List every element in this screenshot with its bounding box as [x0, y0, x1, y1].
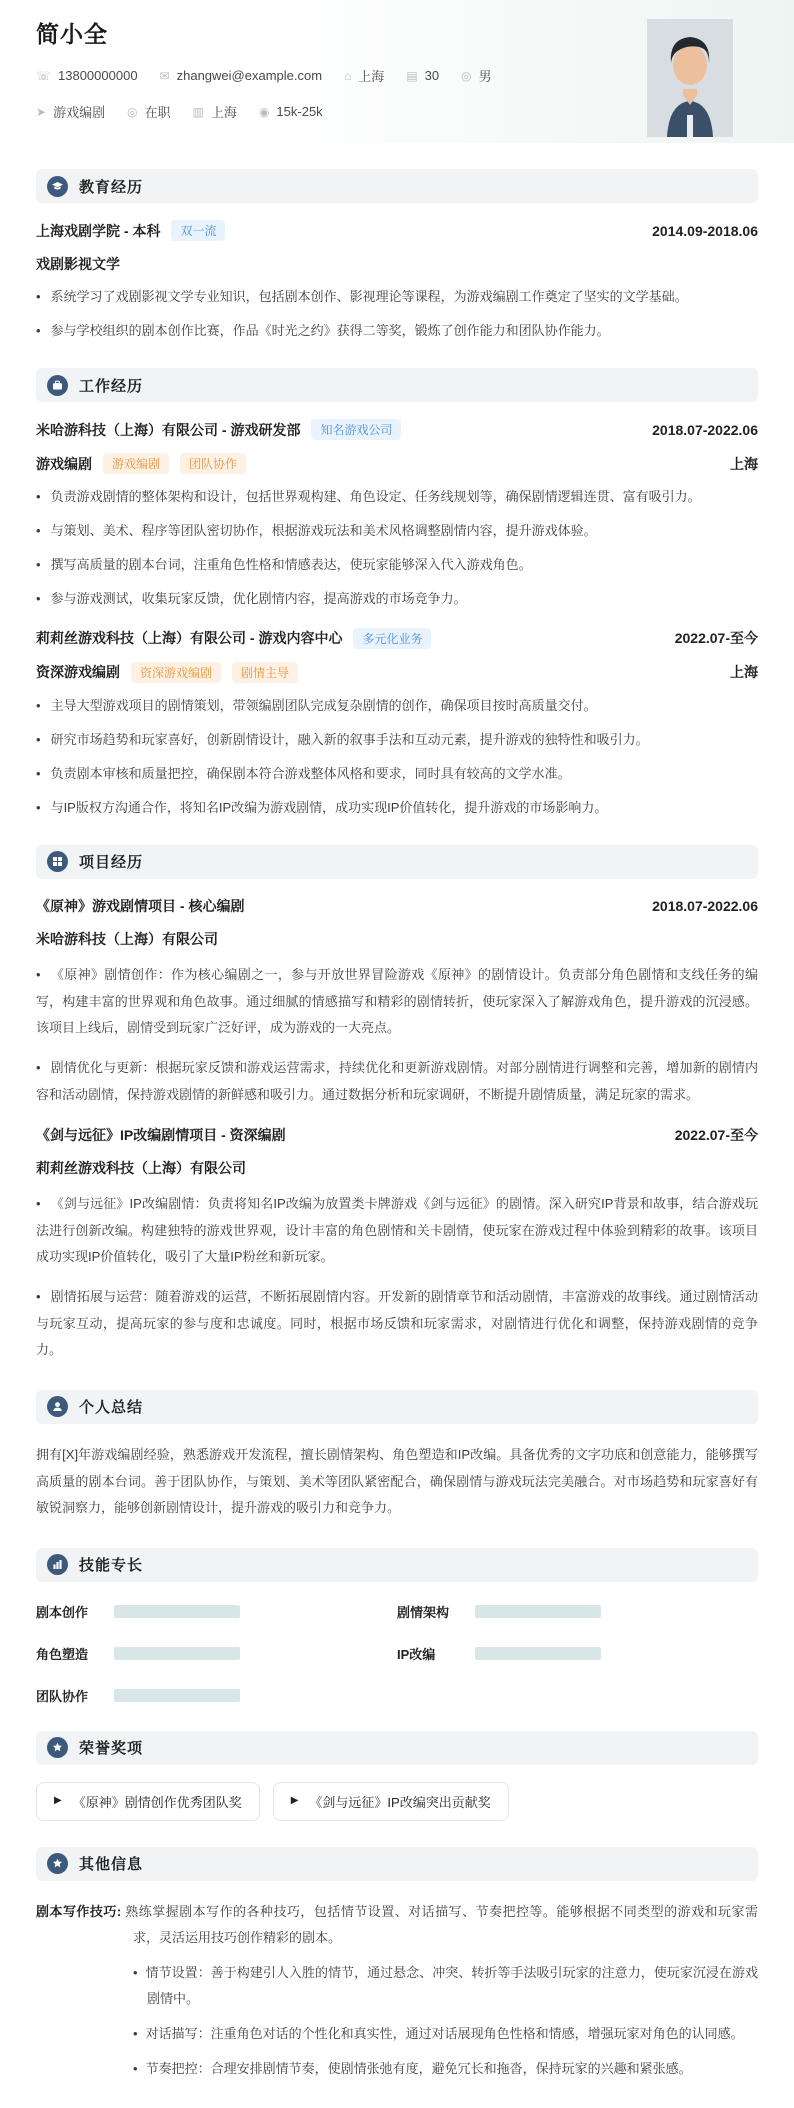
- work-section-header: [36, 368, 758, 402]
- skill-item: [36, 1602, 397, 1621]
- project-company: 莉莉丝游戏科技（上海）有限公司: [36, 1160, 246, 1177]
- section-work: [0, 368, 794, 819]
- awards-section-header: [36, 1731, 758, 1765]
- project-date: 2022.07-至今: [674, 1127, 758, 1144]
- bullet-item: • 节奏把控：合理安排剧情节奏，使剧情张弛有度，避免冗长和拖沓，保持玩家的兴趣和紧张感。: [133, 2056, 758, 2082]
- other-skill-text: 熟练掌握剧本写作的各种技巧，包括情节设置、对话描写、节奏把控等。能够根据不同类型的游戏和玩家需求，灵活运用技巧创作精彩的剧本。: [125, 1903, 758, 1945]
- contact-salary: [259, 104, 323, 119]
- other-section-title: 其他信息: [79, 1856, 144, 1874]
- projects-section-title: 项目经历: [79, 854, 144, 872]
- bullet-item: • 《原神》剧情创作：作为核心编剧之一，参与开放世界冒险游戏《原神》的剧情设计。负责部分角色剧情和支线任务的编写，构建丰富的世界观和角色故事。通过细腻的情感描写和精彩的剧情转折，使玩家深入了解游戏角色，提升游戏的沉浸感。该项目上线后，剧情受到玩家广泛好评，成为游戏的一大亮点。: [36, 962, 758, 1042]
- project-name: 《剑与远征》IP改编剧情项目 - 资深编剧: [36, 1127, 286, 1144]
- play-triangle-icon: ▶: [54, 1795, 62, 1807]
- award-label: 《剑与远征》IP改编突出贡献奖: [309, 1794, 491, 1810]
- work-entry: [36, 628, 758, 819]
- project-entry: [36, 1125, 758, 1364]
- location-text: 上海: [358, 69, 385, 84]
- salary-text: 15k-25k: [276, 104, 323, 119]
- work-city-text: 上海: [210, 105, 237, 120]
- position-tag: 团队协作: [180, 453, 246, 474]
- education-section-header: [36, 169, 758, 203]
- contact-job-status: [127, 102, 171, 121]
- position-tag: 剧情主导: [232, 662, 298, 683]
- work-section-title: 工作经历: [79, 377, 144, 395]
- gender-icon: ◎: [461, 68, 472, 83]
- project-company: 米哈游科技（上海）有限公司: [36, 930, 218, 947]
- skills-section-title: 技能专长: [79, 1557, 144, 1575]
- bullet-item: • 撰写高质量的剧本台词，注重角色性格和情感表达，使玩家能够深入代入游戏角色。: [36, 554, 758, 576]
- award-pill[interactable]: [273, 1782, 509, 1821]
- skill-item: [36, 1686, 397, 1705]
- job-status-icon: ◎: [127, 104, 138, 119]
- awards-row: [36, 1782, 758, 1821]
- education-section-title: 教育经历: [79, 178, 144, 196]
- other-skill-block: [36, 1899, 758, 1951]
- bullet-item: • 系统学习了戏剧影视文学专业知识，包括剧本创作、影视理论等课程，为游戏编剧工作奠定了坚实的文学基础。: [36, 286, 758, 308]
- summary-section-header: [36, 1390, 758, 1424]
- skill-bar: [114, 1605, 240, 1618]
- work-city-icon: ▥: [192, 104, 204, 119]
- projects-section-header: [36, 845, 758, 879]
- award-label: 《原神》剧情创作优秀团队奖: [72, 1794, 242, 1810]
- section-projects: [0, 845, 794, 1364]
- work-entry: [36, 419, 758, 610]
- company-name: 米哈游科技（上海）有限公司 - 游戏研发部: [36, 421, 301, 438]
- bullet-item: • 剧情优化与更新：根据玩家反馈和游戏运营需求，持续优化和更新游戏剧情。对部分剧情进行调整和完善，增加新的剧情内容和活动剧情，保持游戏剧情的新鲜感和吸引力。通过数据分析和玩家调研，不断提升剧情质量，满足玩家的需求。: [36, 1055, 758, 1108]
- position-name: 资深游戏编剧: [36, 664, 120, 681]
- bar-chart-icon: [47, 1554, 68, 1575]
- medal-star-icon: [47, 1853, 68, 1874]
- skill-bar: [475, 1647, 601, 1660]
- bullet-item: • 《剑与远征》IP改编剧情：负责将知名IP改编为放置类卡牌游戏《剑与远征》的剧情。深入研究IP背景和故事，结合游戏玩法进行创新改编。构建独特的游戏世界观，设计丰富的角色剧情和关卡剧情，使玩家在游戏过程中体验到精彩的故事。该项目成功实现IP价值转化，吸引了大量IP粉丝和新玩家。: [36, 1191, 758, 1271]
- education-bullets: [36, 286, 758, 342]
- work-location: 上海: [730, 664, 758, 681]
- position-name: 游戏编剧: [36, 455, 92, 472]
- skills-grid: [36, 1602, 758, 1705]
- position-tag: 游戏编剧: [103, 453, 169, 474]
- briefcase-icon: [47, 375, 68, 396]
- work-location: 上海: [730, 455, 758, 472]
- project-entry: [36, 896, 758, 1108]
- skill-item: [36, 1644, 397, 1663]
- location-icon: ⌂: [344, 68, 352, 83]
- skills-section-header: [36, 1548, 758, 1582]
- gender-text: 男: [478, 69, 492, 84]
- other-section-header: [36, 1847, 758, 1881]
- resume-header: [0, 0, 794, 143]
- bullet-item: • 主导大型游戏项目的剧情策划，带领编剧团队完成复杂剧情的创作，确保项目按时高质量交付。: [36, 695, 758, 717]
- work-date: 2018.07-2022.06: [652, 421, 758, 438]
- contact-email: [160, 68, 323, 83]
- contact-work-city: [193, 102, 237, 121]
- skill-name: 剧情架构: [397, 1604, 450, 1620]
- phone-number: 13800000000: [58, 68, 138, 83]
- award-pill[interactable]: [36, 1782, 260, 1821]
- salary-icon: ◉: [258, 104, 270, 119]
- job-title-text: 游戏编剧: [53, 105, 106, 120]
- school-badge: 双一流: [171, 220, 225, 241]
- education-date: 2014.09-2018.06: [652, 222, 758, 239]
- bullet-item: • 参与学校组织的剧本创作比赛，作品《时光之约》获得二等奖，锻炼了创作能力和团队协作能力。: [36, 320, 758, 342]
- job-title-icon: ➤: [36, 104, 47, 119]
- work-bullets: [36, 695, 758, 819]
- email-address: zhangwei@example.com: [176, 68, 323, 83]
- project-bullets: [36, 962, 758, 1108]
- summary-text: 拥有[X]年游戏编剧经验，熟悉游戏开发流程，擅长剧情架构、角色塑造和IP改编。具备优秀的文字功底和创意能力，能够撰写高质量的剧本台词。善于团队协作，与策划、美术等团队紧密配合，确保剧情与游戏玩法完美融合。对市场趋势和玩家喜好有敏锐洞察力，能够创新剧情设计，提升游戏的吸引力和竞争力。: [36, 1446, 758, 1516]
- skill-name: 团队协作: [36, 1688, 89, 1704]
- work-date: 2022.07-至今: [674, 630, 758, 647]
- age-text: 30: [424, 68, 440, 83]
- job-status-text: 在职: [144, 105, 171, 120]
- project-bullets: [36, 1191, 758, 1364]
- skill-name: 剧本创作: [36, 1604, 89, 1620]
- person-name: 简小全: [36, 21, 108, 47]
- profile-photo-image: [647, 19, 733, 137]
- skill-bar: [114, 1689, 240, 1702]
- bullet-item: • 负责剧本审核和质量把控，确保剧本符合游戏整体风格和要求，同时具有较高的文学水准。: [36, 763, 758, 785]
- play-triangle-icon: ▶: [290, 1795, 299, 1807]
- other-sub-bullets: [133, 1960, 758, 2082]
- profile-photo: [647, 19, 733, 137]
- project-date: 2018.07-2022.06: [652, 897, 758, 914]
- company-name: 莉莉丝游戏科技（上海）有限公司 - 游戏内容中心: [36, 630, 343, 647]
- skill-item: [397, 1644, 758, 1663]
- skill-item: [397, 1602, 758, 1621]
- position-tag: 资深游戏编剧: [131, 662, 221, 683]
- skill-bar: [475, 1605, 601, 1618]
- contact-gender: [461, 66, 492, 85]
- school-name: 上海戏剧学院 - 本科: [36, 222, 161, 239]
- person-icon: [47, 1396, 68, 1417]
- bullet-item: • 研究市场趋势和玩家喜好，创新剧情设计，融入新的叙事手法和互动元素，提升游戏的独特性和吸引力。: [36, 729, 758, 751]
- contact-job-title: [36, 102, 105, 121]
- company-badge: 多元化业务: [353, 628, 431, 649]
- bullet-item: • 对话描写：注重角色对话的个性化和真实性，通过对话展现角色性格和情感，增强玩家对角色的认同感。: [133, 2021, 758, 2047]
- skill-bar: [114, 1647, 240, 1660]
- contact-phone: [36, 68, 138, 83]
- contact-age: [406, 68, 439, 83]
- section-other: [0, 1847, 794, 2108]
- phone-icon: ☏: [36, 68, 52, 83]
- section-education: [0, 169, 794, 342]
- age-icon: ▤: [406, 68, 418, 83]
- summary-section-title: 个人总结: [79, 1399, 144, 1417]
- skill-name: IP改编: [397, 1646, 436, 1662]
- email-icon: ✉: [159, 68, 170, 83]
- section-awards: [0, 1731, 794, 1821]
- project-name: 《原神》游戏剧情项目 - 核心编剧: [36, 897, 245, 914]
- section-summary: [0, 1390, 794, 1522]
- skill-name: 角色塑造: [36, 1646, 89, 1662]
- folder-grid-icon: [47, 851, 68, 872]
- graduation-cap-icon: [47, 176, 68, 197]
- bullet-item: • 参与游戏测试，收集玩家反馈，优化剧情内容，提高游戏的市场竞争力。: [36, 588, 758, 610]
- bullet-item: • 负责游戏剧情的整体架构和设计，包括世界观构建、角色设定、任务线规划等，确保剧情逻辑连贯、富有吸引力。: [36, 486, 758, 508]
- education-entry: [36, 220, 758, 342]
- work-bullets: [36, 486, 758, 610]
- medal-star-icon: [47, 1737, 68, 1758]
- contact-location: [344, 66, 384, 85]
- section-skills: [0, 1548, 794, 1705]
- major-name: 戏剧影视文学: [36, 256, 120, 272]
- company-badge: 知名游戏公司: [311, 419, 401, 440]
- bullet-item: • 情节设置：善于构建引人入胜的情节，通过悬念、冲突、转折等手法吸引玩家的注意力，使玩家沉浸在游戏剧情中。: [133, 1960, 758, 2012]
- bullet-item: • 与策划、美术、程序等团队密切协作，根据游戏玩法和美术风格调整剧情内容，提升游戏体验。: [36, 520, 758, 542]
- bullet-item: • 与IP版权方沟通合作，将知名IP改编为游戏剧情，成功实现IP价值转化，提升游戏的市场影响力。: [36, 797, 758, 819]
- awards-section-title: 荣誉奖项: [79, 1740, 144, 1758]
- bullet-item: • 剧情拓展与运营：随着游戏的运营，不断拓展剧情内容。开发新的剧情章节和活动剧情，丰富游戏的故事线。通过剧情活动与玩家互动，提高玩家的参与度和忠诚度。同时，根据市场反馈和玩家需求，对剧情进行优化和调整，保持游戏剧情的竞争力。: [36, 1284, 758, 1364]
- other-skill-label: 剧本写作技巧:: [36, 1903, 122, 1919]
